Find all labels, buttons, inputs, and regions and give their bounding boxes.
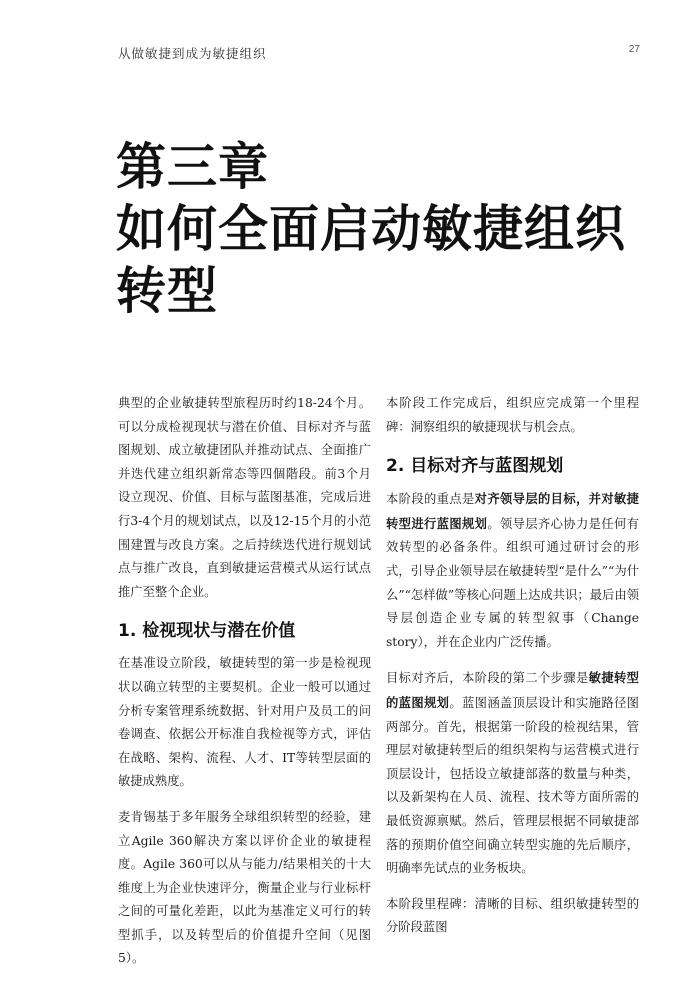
running-title: 从做敏捷到成为敏捷组织 [118,46,267,61]
right-column [386,392,639,940]
section-2-paragraph-1-rest: 。领导层齐心协力是任何有效转型的必备条件。组织可通过研讨会的形式，引导企业领导层在敏捷转型“是什么”“为什么”“怎样做”等核心问题上达成共识；最后由领导层创造企业专属的转型叙事（Change story），并在企业内广泛传播。 [386,516,639,649]
page-number: 27 [628,44,640,55]
chapter-title-line-3: 转型 [116,261,218,320]
section-2-paragraph-1-emphasis: 对齐领导层的目标，并对敏捷转型进行蓝图规划 [386,491,639,531]
section-2-paragraph-2 [386,666,639,880]
section-2-paragraph-2-emphasis: 敏捷转型的蓝图规划 [386,670,639,710]
section-1-paragraph-1: 在基准设立阶段，敏捷转型的第一步是检视现状以确立转型的主要契机。企业一般可以通过分析专案管理系统数据、针对用户及员工的问卷调查、依据公开标准自我检视等方式，评估在战略、架构、流程、人才、IT等转型层面的敏捷成熟度。 [118,656,371,789]
chapter-title-line-2: 如何全面启动敏捷组织 [116,199,626,258]
stage-1-completion-paragraph: 本阶段工作完成后，组织应完成第一个里程碑：洞察组织的敏捷现状与机会点。 [386,396,639,434]
chapter-title [116,136,626,322]
section-1-paragraph-2: 麦肯锡基于多年服务全球组织转型的经验，建立Agile 360解决方案以评价企业的敏捷程度。Agile 360可以从与能力/结果相关的十大维度上为企业快速评分，衡量企业与行业标杆之间的可量化差距，以此为基准定义可行的转型抓手，以及转型后的价值提升空间（见图5）。 [118,809,371,966]
intro-paragraph: 典型的企业敏捷转型旅程历时约18-24个月。可以分成检视现状与潜在价值、目标对齐与蓝图规划、成立敏捷团队并推动试点、全面推广并迭代建立组织新常态等四個階段。前3个月设立现况、价值、目标与蓝图基准，完成后进行3-4个月的规划试点，以及12-15个月的小范围建置与改良方案。之后持续迭代进行规划试点与推广改良，直到敏捷运营模式从运行试点推广至整个企业。 [118,396,371,599]
chapter-title-line-1: 第三章 [116,137,269,196]
section-1-heading: 1. 检视现状与潜在价值 [118,621,296,642]
section-2-paragraph-1 [386,487,639,654]
section-2-paragraph-1-lead: 本阶段的重点是 [386,492,475,507]
section-2-paragraph-2-rest: 。蓝图涵盖顶层设计和实施路径图两部分。首先，根据第一阶段的检视结果，管理层对敏捷转型后的组织架构与运营模式进行顶层设计，包括设立敏捷部落的数量与种类，以及新架构在人员、流程、技术等方面所需的最低资源禀赋。然后，管理层根据不同敏捷部落的预期价值空间确立转型实施的先后顺序，明确率先试点的业务板块。 [386,695,639,876]
section-2-paragraph-2-lead: 目标对齐后，本阶段的第二个步骤是 [386,671,589,686]
left-column [118,392,371,971]
section-2-heading: 2. 目标对齐与蓝图规划 [386,456,564,477]
section-2-milestone: 本阶段里程碑：清晰的目标、组织敏捷转型的分阶段蓝图 [386,896,639,935]
